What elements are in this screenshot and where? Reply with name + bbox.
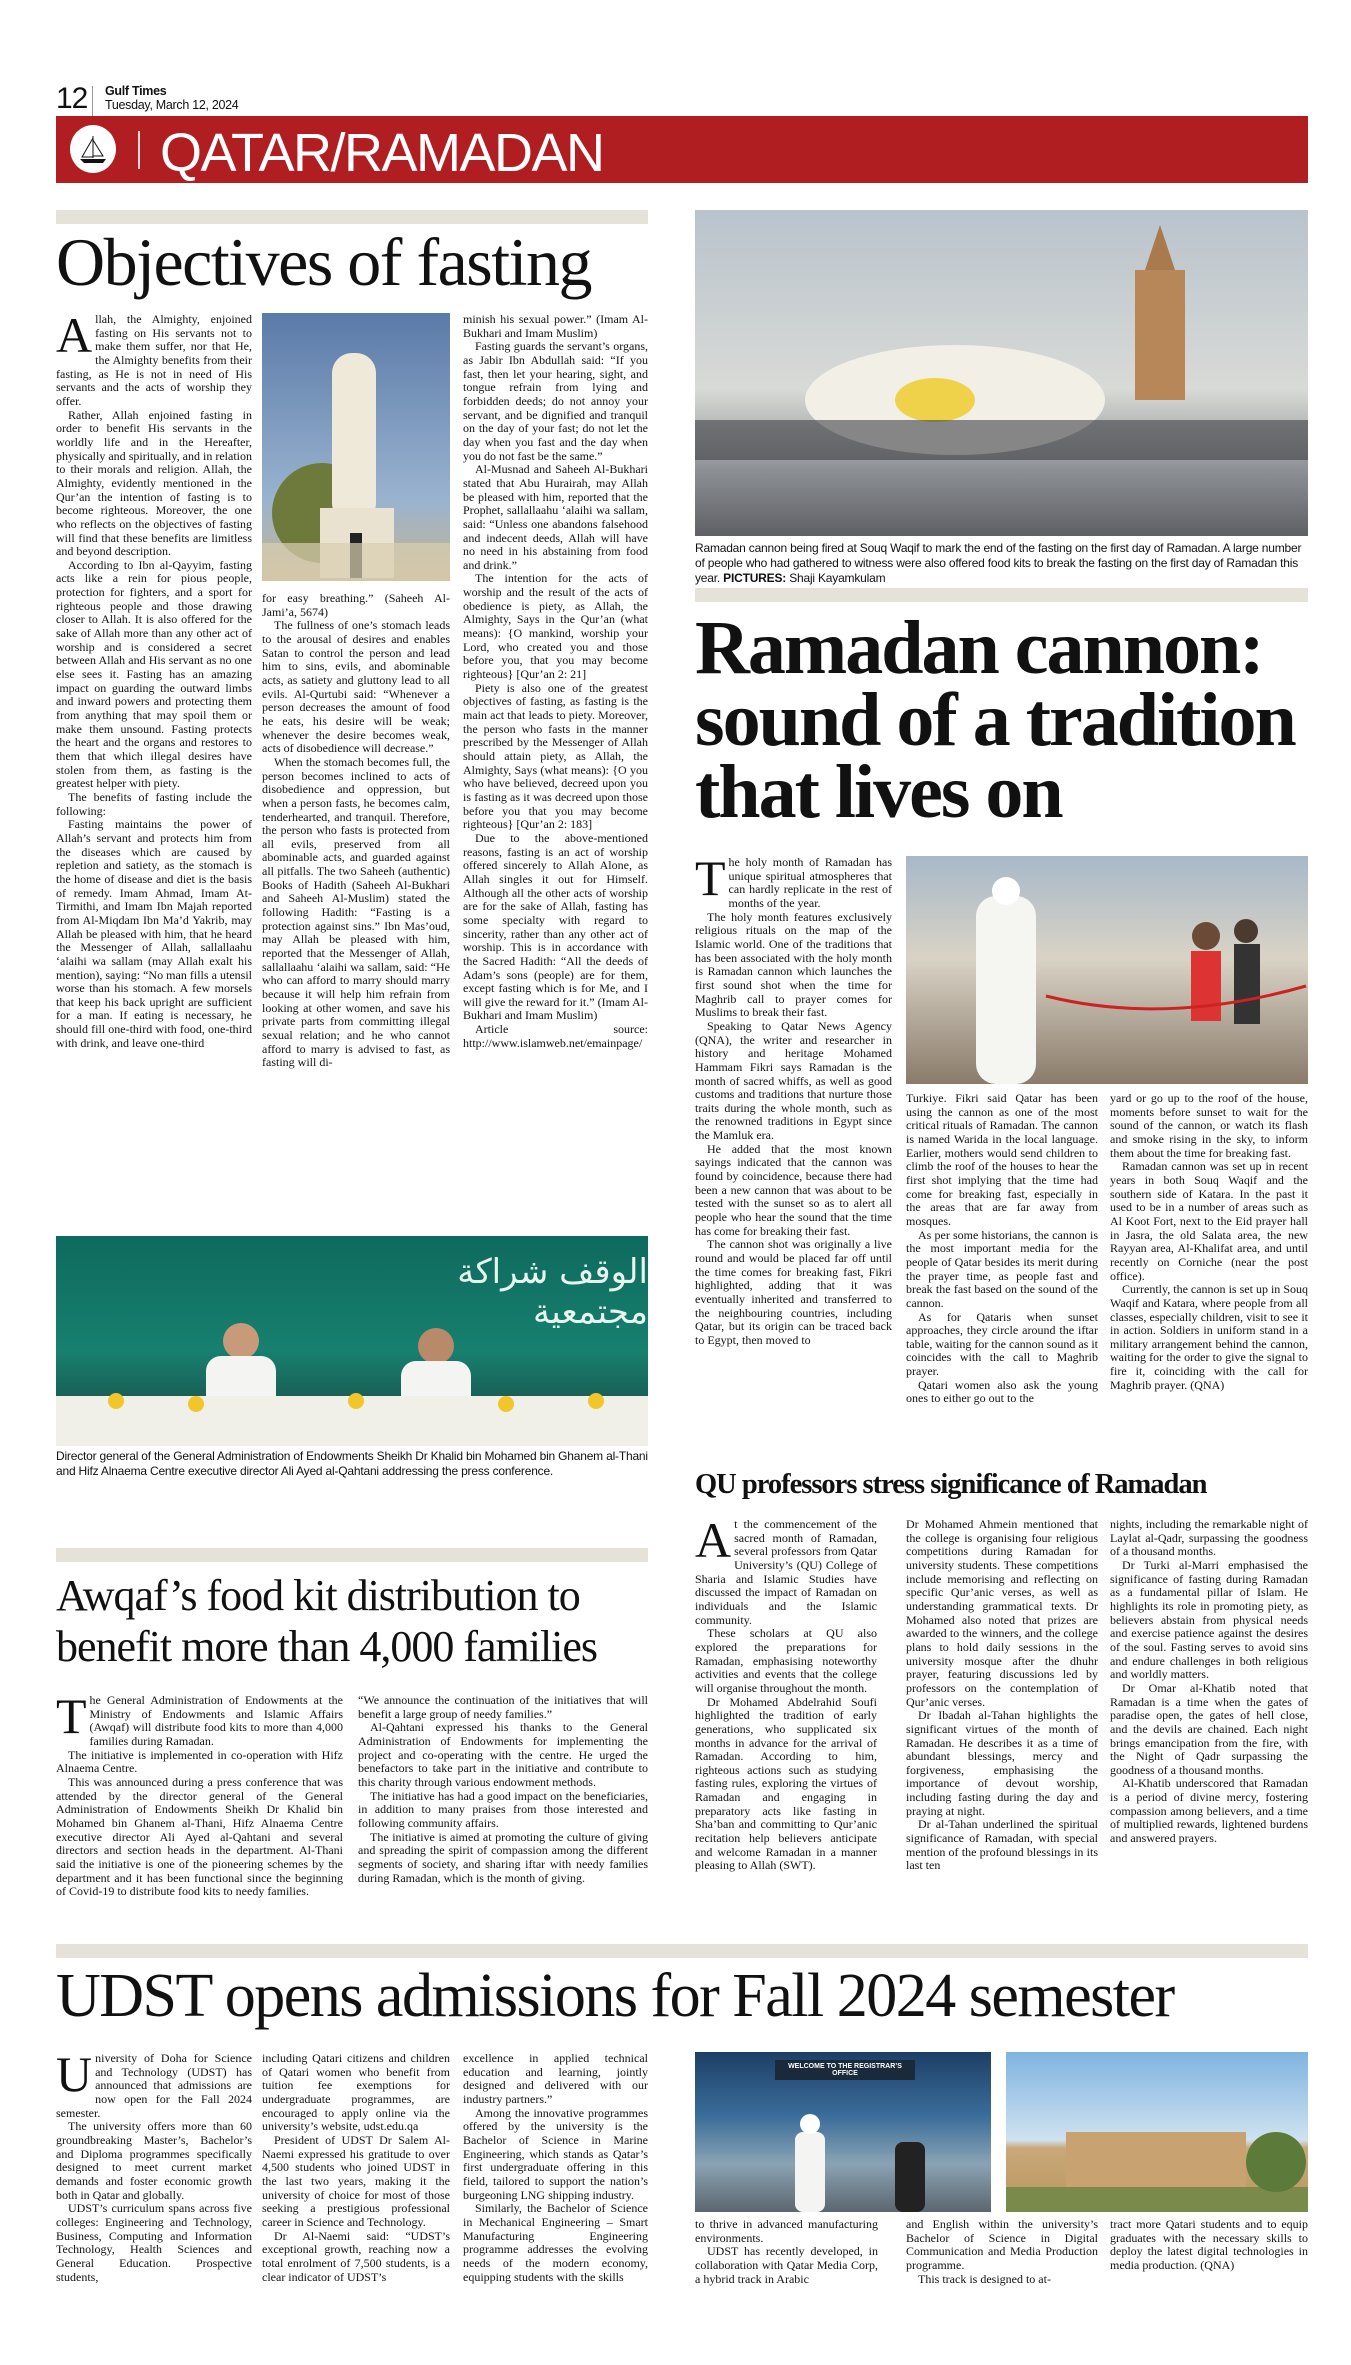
paragraph: The university offers more than 60 groundbreaking Master’s, Bachelor’s and Diploma programmes specifically designed to meet current market demands and foster economic growth both in Qatar and globally. (56, 2119, 252, 2202)
paragraph: The fullness of one’s stomach leads to the arousal of desires and enables Satan to control the person and lead him to sins, evils, and abominable acts, as satiety and gluttony lead to all evils. Al-Qurtubi said: “Whenever a person decreases the amount of food he eats, his desire will be weak; whenever the desire becomes weak, acts of disobedience will decrease.” (262, 618, 450, 756)
paragraph: Article source: http://www.islamweb.net/emainpage/ (463, 1022, 648, 1050)
photo-caption (695, 541, 1308, 586)
registrar-office-photo (695, 2052, 991, 2212)
article-column (695, 2218, 878, 2352)
headline-cannon: Ramadan cannon: sound of a tradition that lives on (695, 606, 1295, 834)
article-column (463, 2052, 648, 2352)
credit-label: PICTURES: (723, 571, 787, 585)
newspaper-name: Gulf Times (105, 84, 167, 98)
paragraph: Dr al-Tahan underlined the spiritual significance of Ramadan, with special mention of the profound blessings in its last ten (906, 1817, 1098, 1873)
paragraph: Dr Ibadah al-Tahan highlights the significant virtues of the month of Ramadan. He describes it as a time of abundant blessings, mercy and forgiveness, emphasising the importance of devout worship, including fasting during the day and praying at night. (906, 1708, 1098, 1818)
arabic-banner: الوقف شراكة مجتمعية (457, 1252, 648, 1332)
paragraph: Dr Omar al-Khatib noted that Ramadan is a time when the gates of paradise open, the gates of hell close, and the devils are chained. Each night brings emancipation from the fire, with the Night of Qadr surpassing the goodness of a thousand months. (1110, 1680, 1308, 1777)
paragraph: Fasting maintains the power of Allah’s servant and protects him from the diseases which are caused by repletion and satiety, as the stomach is the home of disease and diet is the basis of remedy. Imam Ahmad, Imam At-Tirmithi, and Imam Ibn Majah reported from Al-Miqdam Ibn Ma’d Yakrib, may Allah be pleased with him, that he heard the Messenger of Allah, sallallaahu ‘alaihi wa sallam (may Allah exalt his mention), saying: “No man fills a utensil worse than his stomach. A few morsels that keep his back upright are sufficient for a man. If eating is necessary, he should fill one-third with food, one-third with drink, and leave one-third (56, 817, 252, 1050)
paragraph: The holy month features exclusively religious rituals on the map of the Islamic world. One of the traditions that has been associated with the holy month is Ramadan cannon which launches the first sound shot when the time for Maghrib call to prayer comes for Muslims to break their fast. (695, 909, 892, 1020)
paragraph: The initiative has had a good impact on the beneficiaries, in addition to many praises from those interested and following community affairs. (358, 1788, 648, 1830)
photo-credit: Shaji Kayamkulam (789, 571, 886, 585)
paragraph: University of Doha for Science and Technology (UDST) has announced that admissions are now open for the Fall 2024 semester. (56, 2052, 252, 2120)
headline-qu: QU professors stress significance of Ramadan (695, 1469, 1207, 1500)
paragraph: These scholars at QU also explored the preparations for Ramadan, emphasising noteworthy activities and events that the college will organise throughout the month. (695, 1626, 877, 1695)
paragraph: Dr Mohamed Abdelrahid Soufi highlighted the tradition of early generations, who supplicated six months in advance for the arrival of Ramadan. According to him, righteous actions such as studying fasting rules, exploring the virtues of Ramadan and engaging in preparatory acts like fasting in Sha’ban and committing to Qur’anic recitation help believers anticipate and welcome Ramadan in a manner pleasing to Allah (SWT). (695, 1694, 877, 1873)
article-column (56, 1694, 343, 1909)
registrar-sign: WELCOME TO THE REGISTRAR’S OFFICE (775, 2060, 915, 2080)
paragraph: Turkiye. Fikri said Qatar has been using the cannon as one of the most critical rituals of Ramadan. The cannon is named Warida in the local language. Earlier, mothers would send children to climb the roof of the houses to hear the first shot implying that the time had come for breaking fast, especially in the areas that are far away from mosques. (906, 1092, 1098, 1228)
paragraph: UDST has recently developed, in collaboration with Qatar Media Corp, a hybrid track in Arabic (695, 2244, 878, 2286)
paragraph: Rather, Allah enjoined fasting in order to benefit His servants in the worldly life and in the Hereafter, physically and spiritually, and in relation to their morals and religion. Allah, the Almighty, evidently mentioned in the Qur’an the intention of fasting is to become righteous. Moreover, the one who reflects on the objectives of fasting will find that these benefits are limitless and beyond description. (56, 407, 252, 559)
article-column (463, 313, 648, 1203)
paragraph: to thrive in advanced manufacturing environments. (695, 2218, 878, 2245)
paragraph: “We announce the continuation of the initiatives that will benefit a large group of needy families.” (358, 1694, 648, 1721)
paragraph: The initiative is aimed at promoting the culture of giving and spreading the spirit of compassion among the different segments of society, and sharing iftar with needy families during Ramadan, which is the month of giving. (358, 1829, 648, 1885)
paragraph: Al-Musnad and Saheeh Al-Bukhari stated that Abu Hurairah, may Allah be pleased with him, reported that the Prophet, sallallaahu ‘alaihi wa sallam, said: “Unless one abandons falsehood and indecent deeds, Allah will have no need in his abstaining from food and drink.” (463, 462, 648, 572)
paragraph: This was announced during a press conference that was attended by the director general of the General Administration of Endowments Sheikh Dr Khalid bin Mohamed bin Ghanem al-Thani, Hifz Alnaema Centre executive director Ali Ayed al-Qahtani and several directors and section heads in the department. Al-Thani said the initiative is one of the pioneering schemes by the department and it has been functional since the beginning of Covid-19 to distribute food kits to needy families. (56, 1774, 343, 1899)
paragraph: Speaking to Qatar News Agency (QNA), the writer and researcher in history and heritage Mohamed Hammam Fikri says Ramadan is the month of sacred whiffs, as well as good customs and traditions that nurture those traits during the whole month, such as the renowned traditions in Egypt since the Mamluk era. (695, 1018, 892, 1143)
press-conference-photo (56, 1236, 648, 1446)
paragraph: Qatari women also ask the young ones to either go out to the (906, 1377, 1098, 1406)
article-column (906, 2218, 1098, 2352)
section-title: QATAR/RAMADAN (160, 123, 604, 183)
article-column (262, 592, 450, 1203)
paragraph: Due to the above-mentioned reasons, fasting is an act of worship offered sincerely to Allah Alone, as Allah singles it out for Himself. Although all the other acts of worship are for the sake of Allah, fasting has some specialty with regard to sincerity, rather than any other act of worship. This is in accordance with the Sacred Hadith: “All the deeds of Adam’s sons (people) are for them, except fasting which is for Me, and I will give the reward for it.” (Imam Al-Bukhari and Imam Muslim) (463, 830, 648, 1023)
section-rule (695, 588, 1308, 602)
paragraph: The General Administration of Endowments at the Ministry of Endowments and Islamic Affairs (Awqaf) will distribute food kits to more than 4,000 families during Ramadan. (56, 1694, 343, 1748)
paragraph: for easy breathing.” (Saheeh Al-Jami’a, 5674) (262, 592, 450, 619)
section-rule (56, 1548, 648, 1562)
paragraph: The holy month of Ramadan has unique spiritual atmospheres that can hardly replicate in the rest of months of the year. (695, 856, 892, 910)
paragraph: The benefits of fasting include the following: (56, 789, 252, 818)
paragraph: excellence in applied technical education and learning, jointly designed and delivered with our industry partners.” (463, 2052, 648, 2106)
paragraph: Fasting guards the servant’s organs, as Jabir Ibn Abdullah said: “If you fast, then let your hearing, sight, and tongue refrain from lying and forbidden deeds; do not annoy your servant, and be dignified and tranquil on the day of your fast; do not let the day when you fast and the day when you do not fast be the same.” (463, 339, 648, 463)
paragraph: This track is designed to at- (918, 2271, 1051, 2286)
article-column (906, 1518, 1098, 1918)
minaret-photo (262, 313, 450, 581)
udst-campus-photo (1006, 2052, 1308, 2212)
section-rule (56, 1944, 1308, 1958)
article-column (56, 2052, 252, 2352)
caption-text: Ramadan cannon being fired at Souq Waqif to mark the end of the fasting on the first day of Ramadan. A large number of people who had gathered to witness were also offered food kits to break the fasting on the first day of Ramadan this year. (695, 541, 1302, 585)
cannon-firing-photo (695, 210, 1308, 536)
article-column (262, 2052, 450, 2352)
paragraph: When the stomach becomes full, the person becomes inclined to acts of disobedience and oppression, but when a person fasts, he becomes calm, tenderhearted, and tranquil. Therefore, the person who fasts is protected from all evils, preserved from all abominable acts, and guarded against all pitfalls. The two Saheeh (authentic) Books of Hadith (Saheeh Al-Bukhari and Saheeh Al-Muslim) stated the following Hadith: “Fasting is a protection against sins.” Ibn Mas’oud, may Allah be pleased with him, reported that the Messenger of Allah, sallallaahu ‘alaihi wa sallam, said: “He who can afford to marry should marry because it will help him refrain from looking at other women, and save his private parts from committing illegal sexual relation; and he who cannot afford to marry is advised to fast, as fasting will di- (262, 754, 450, 1070)
paragraph: Among the innovative programmes offered by the university is the Bachelor of Science in Marine Engineering, which stands as Qatar’s first undergraduate offering in this field, tailored to support the nation’s burgeoning LNG shipping industry. (463, 2105, 648, 2202)
paragraph: and English within the university’s Bachelor of Science in Digital Communication and Media Production programme. (906, 2218, 1098, 2272)
paragraph: tract more Qatari students and to equip graduates with the necessary skills to deploy the latest digital technologies in media production. (QNA) (1110, 2218, 1308, 2272)
paragraph: Piety is also one of the greatest objectives of fasting, as fasting is the main act that leads to piety. Moreover, the person who fasts in the manner prescribed by the Messenger of Allah should attain piety, as Allah, the Almighty, Says (what means): {O you who have believed, decreed upon you is fasting as it was decreed upon those before you that you may become righteous} [Qur’an 2: 183] (463, 680, 648, 832)
paragraph: President of UDST Dr Salem Al-Naemi expressed his gratitude to over 4,500 students who joined UDST in the last two years, making it the university of choice for most of those seeking a prestigious professional career in Science and Technology. (262, 2132, 450, 2229)
page-number: 12 (56, 82, 88, 115)
photo-caption: Director general of the General Administration of Endowments Sheikh Dr Khalid bin Mohamed bin Ghanem al-Thani and Hifz Alnaema Centre executive director Ali Ayed al-Qahtani addressing the press conference. (56, 1449, 648, 1478)
article-column (1110, 1518, 1308, 1918)
paragraph: Dr Turki al-Marri emphasised the significance of fasting during Ramadan as a fundamental pillar of Islam. He highlights its role in promoting piety, as believers abstain from physical needs and exercise patience against the desires of the soul. Fasting serves to avoid sins and endure challenges in both religious and worldly matters. (1110, 1557, 1308, 1682)
paragraph: The intention for the acts of worship and the result of the acts of obedience is piety, as Allah, the Almighty, Says in the Qur’an (what means): {O mankind, worship your Lord, who created you and those before you, that you may become righteous} [Qur’an 2: 21] (463, 571, 648, 682)
paragraph: The initiative is implemented in co-operation with Hifz Alnaema Centre. (56, 1747, 343, 1776)
paragraph: As per some historians, the cannon is the most important media for the people of Qatar besides its merit during the prayer time, as people fast and break the fast based on the sound of the cannon. (906, 1227, 1098, 1310)
paragraph: According to Ibn al-Qayyim, fasting acts like a rein for pious people, protection for fighters, and a sport for righteous people and those drawing closer to Allah. It is also offered for the sake of Allah more than any other act of worship and is considered a secret between Allah and His servant as no one else sees it. Fasting has an amazing impact on guarding the outward limbs and inward powers and protecting them from anything that may spoil them or make them unsound. Fasting protects the heart and the organs and restores to them that which illegal desires have stolen from them, as fasting is the greatest helper with piety. (56, 557, 252, 791)
paragraph: He added that the most known sayings indicated that the cannon was found by coincidence, because there had been a new cannon that was about to be tested with the sunset so as to alert all people who hear the sound that the time has come for breaking their fast. (695, 1141, 892, 1238)
article-column (1110, 2218, 1308, 2352)
paragraph: Ramadan cannon was set up in recent years in both Souq Waqif and the southern side of Katara. In the past it used to be in a number of areas such as Al Koot Fort, next to the Eid prayer hall in Jasra, the old Salata area, the new Rayyan area, Al-Khalifat area, and until recently on Corniche (near the post office). (1110, 1159, 1308, 1283)
article-column (695, 1518, 877, 1918)
paragraph: UDST’s curriculum spans across five colleges: Engineering and Technology, Business, Computing and Information Technology, Health Sciences and General Education. Prospective students, (56, 2201, 252, 2284)
paragraph: As for Qataris when sunset approaches, they circle around the iftar table, waiting for the cannon sound as it coincides with the call to Maghrib prayer. (906, 1309, 1098, 1379)
paragraph: including Qatari citizens and children of Qatari women who benefit from tuition fee exemptions for undergraduate programmes, are encouraged to apply online via the university’s website, udst.edu.qa (262, 2052, 450, 2134)
article-column (358, 1694, 648, 1909)
paragraph: Dr Mohamed Ahmein mentioned that the college is organising four religious competitions during Ramadan for university students. These competitions include memorising and reflecting on specific Qur’anic verses, as well as understanding grammatical texts. Dr Mohamed also noted that prizes are awarded to the winners, and the college plans to hold daily sessions in the university mosque after the dhuhr prayer, featuring discussions led by professors on the contemplation of Qur’anic verses. (906, 1518, 1098, 1709)
paragraph: Dr Al-Naemi said: “UDST’s exceptional growth, reaching now a total enrolment of 7,500 students, is a clear indicator of UDST’s (262, 2228, 450, 2284)
dhow-logo-icon (70, 125, 116, 173)
paragraph: Al-Khatib underscored that Ramadan is a period of divine mercy, fostering compassion among believers, and a time of multiplied rewards, lightened burdens and answered prayers. (1110, 1776, 1308, 1846)
article-column (1110, 1092, 1308, 1456)
divider (138, 131, 140, 169)
headline-awqaf: Awqaf’s food kit distribution to benefit more than 4,000 families (56, 1571, 598, 1671)
paragraph: At the commencement of the sacred month of Ramadan, several professors from Qatar University’s (QU) College of Sharia and Islamic Studies have discussed the impact of Ramadan on individuals and the Islamic community. (695, 1518, 877, 1627)
cannon-crowd-photo (906, 856, 1308, 1084)
paragraph: Allah, the Almighty, enjoined fasting on His servants not to make them suffer, nor that He, the Almighty benefits from their fasting, as He is not in need of His servants and the acts of worship they offer. (56, 313, 252, 408)
paragraph: nights, including the remarkable night of Laylat al-Qadr, surpassing the goodness of a thousand months. (1110, 1518, 1308, 1559)
issue-date: Tuesday, March 12, 2024 (105, 98, 239, 112)
paragraph: minish his sexual power.” (Imam Al-Bukhari and Imam Muslim) (463, 313, 648, 340)
article-column (906, 1092, 1098, 1456)
headline-udst: UDST opens admissions for Fall 2024 semester (56, 1962, 1174, 2030)
paragraph: yard or go up to the roof of the house, moments before sunset to wait for the sound of the cannon, or watch its flash and smoke rising in the sky, to inform them about the time for breaking fast. (1110, 1092, 1308, 1160)
article-column (56, 313, 252, 1203)
paragraph: Similarly, the Bachelor of Science in Mechanical Engineering – Smart Manufacturing Engineering programme addresses the evolving needs of the modern economy, equipping students with the skills (463, 2201, 648, 2284)
paragraph: Al-Qahtani expressed his thanks to the General Administration of Endowments for implementing the project and co-operating with the centre. He urged the benefactors to take part in the initiative and contribute to this charity through various endowment methods. (358, 1720, 648, 1789)
divider (92, 86, 93, 116)
paragraph: The cannon shot was originally a live round and would be placed far off until the time comes for breaking fast, Fikri highlighted, adding that it was eventually inherited and transferred to the neighbouring countries, including Qatar, but its origin can be traced back to Egypt, then moved to (695, 1237, 892, 1347)
article-column (695, 856, 892, 1456)
paragraph: Currently, the cannon is set up in Souq Waqif and Katara, where people from all classes, especially children, visit to see it in action. Soldiers in uniform stand in a military arrangement behind the cannon, waiting for the order to give the signal to fire it, coinciding with the call for Maghrib prayer. (QNA) (1110, 1282, 1308, 1392)
headline-objectives: Objectives of fasting (56, 224, 592, 300)
